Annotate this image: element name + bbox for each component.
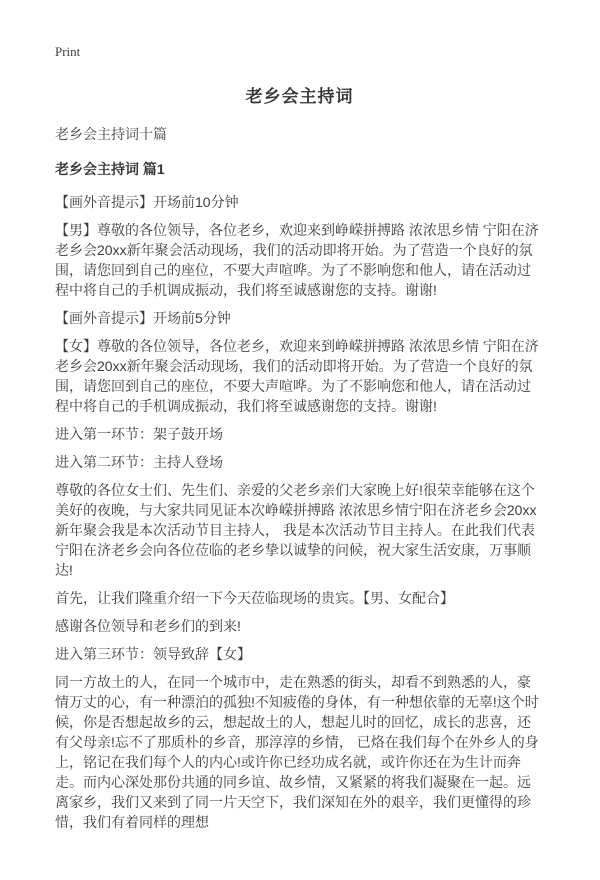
paragraph-stage2: 进入第二环节：主持人登场 — [55, 454, 223, 470]
print-button[interactable]: Print — [55, 44, 81, 59]
paragraph-voiceover-10min: 【画外音提示】开场前10分钟 — [55, 194, 239, 210]
section-heading-part1: 老乡会主持词 篇1 — [55, 161, 165, 177]
document-subtitle: 老乡会主持词十篇 — [55, 126, 167, 142]
paragraph-stage3: 进入第三环节：领导致辞【女】 — [55, 646, 251, 662]
page-title: 老乡会主持词 — [245, 87, 354, 106]
paragraph-thanks-guests: 感谢各位领导和老乡们的到来! — [55, 618, 241, 634]
paragraph-voiceover-5min: 【画外音提示】开场前5分钟 — [55, 310, 231, 326]
paragraph-host-opening: 尊敬的各位女士们、先生们、亲爱的父老乡亲们大家晚上好!很荣幸能够在这个美好的夜晚，与大家共同见证本次峥嵘拼搏路 浓浓思乡情宁阳在济老乡会20xx新年聚会我是本次活动节目主持人， 我是本次活动节目主持人。在此我们代表宁阳在济老乡会向各位莅临的老乡挚以诚挚的问候，祝大家生活安康，万事顺达! — [55, 482, 537, 578]
paragraph-leader-speech: 同一方故土的人，在同一个城市中，走在熟悉的街头，却看不到熟悉的人，豪情万丈的心，有一种漂泊的孤独!不知疲倦的身体，有一种想依靠的无辜!这个时候，你是否想起故乡的云，想起故土的人，想起儿时的回忆，成长的悲喜，还有父母亲!忘不了那质朴的乡音，那淳淳的乡情， 已烙在我们每个在外乡人的身上，铭记在我们每个人的内心!或许你已经功成名就，或许你还在为生计而奔走。而内心深处那份共通的同乡谊、故乡情，又紧紧的将我们凝聚在一起。远离家乡，我们又来到了同一片天空下，我们深知在外的艰辛，我们更懂得的珍惜，我们有着同样的理想 — [55, 674, 539, 830]
paragraph-introduce-guests: 首先，让我们隆重介绍一下今天莅临现场的贵宾。【男、女配合】 — [55, 590, 454, 606]
paragraph-female-welcome: 【女】尊敬的各位领导，各位老乡，欢迎来到峥嵘拼搏路 浓浓思乡情 宁阳在济老乡会20xx新年聚会活动现场，我们的活动即将开始。为了营造一个良好的氛围，请您回到自己的座位，不要大声喧哗。为了不影响您和他人，请在活动过程中将自己的手机调成振动，我们将至诚感谢您的支持。谢谢! — [55, 338, 539, 414]
paragraph-stage1: 进入第一环节：架子鼓开场 — [55, 426, 223, 442]
paragraph-male-welcome: 【男】尊敬的各位领导，各位老乡，欢迎来到峥嵘拼搏路 浓浓思乡情 宁阳在济老乡会20xx新年聚会活动现场，我们的活动即将开始。为了营造一个良好的氛围，请您回到自己的座位，不要大声喧哗。为了不影响您和他人，请在活动过程中将自己的手机调成振动，我们将至诚感谢您的支持。谢谢! — [55, 222, 539, 298]
